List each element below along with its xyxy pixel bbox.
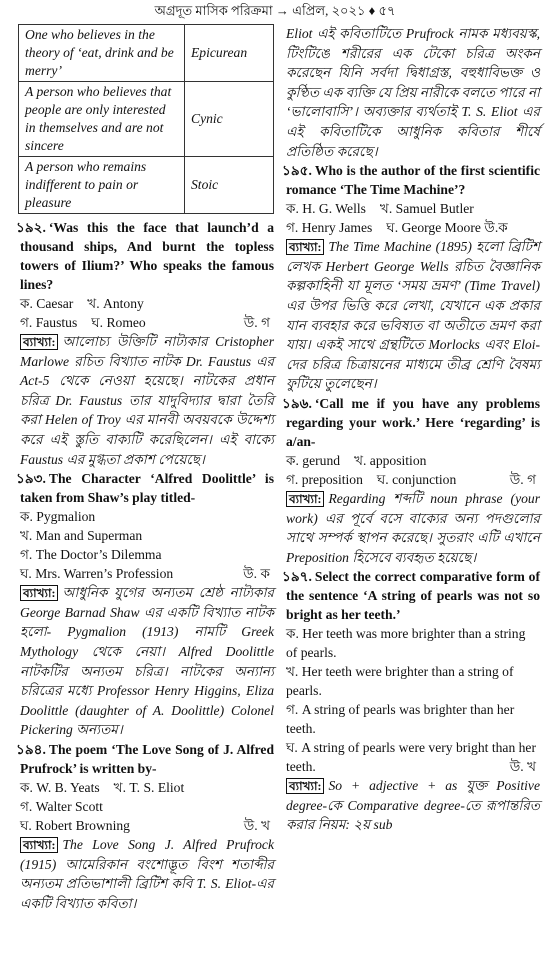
question-197 — [282, 567, 540, 624]
answer-key: উ. খ — [509, 759, 536, 775]
option: গ. Henry James — [286, 220, 373, 236]
question-text: ‘Call me if you have any problems regarding your work.’ Here ‘regarding’ is a/an- — [286, 395, 540, 449]
question-196 — [282, 394, 540, 451]
option: ক. Her teeth was more brighter than a string of pearls. — [286, 626, 526, 661]
explanation-tag: ব্যাখ্যা: — [20, 334, 58, 350]
explanation-continued: Eliot এই কবিতাটিতে Prufrock নামক মধ্যবয়স্ক, টিংটিঙে শরীরের এক টেকো চরিত্র অংকন করেছেন যিনি সর্বদা দ্বিধাগ্রস্ত, বহুধাবিভক্ত ও কুণ্ঠিত এক ব্যক্তি যে প্রিয় নারীকে বলতে পারে না ‘ভালোবাসি’। অব্যক্তার ব্যর্থতাই T. S. Eliot এর এই কবিতাটিকে আধুনিক কবিতার শীর্ষে প্রতিষ্ঠিত করেছে। — [286, 26, 540, 159]
question-text: ‘Was this the face that launch’d a thousand ships, And burnt the topless towers of Ilium?’ Who speaks the famous lines? — [20, 220, 274, 292]
option: গ. A string of pearls was brighter than her teeth. — [286, 702, 515, 737]
options-row — [16, 816, 274, 835]
right-column — [282, 24, 540, 835]
question-195 — [282, 161, 540, 199]
option: গ. preposition — [286, 471, 363, 487]
question-text: Select the correct comparative form of the sentence ‘A string of pearls was not so bright as her teeth.’ — [286, 569, 540, 623]
option: ঘ. Robert Browning — [20, 817, 130, 833]
explanation-text: Regarding শব্দটি noun phrase (your work) এর পূর্বে বসে বাক্যের অন্য পদগুলোর সাথে সম্পর্ক স্থাপন করেছে। সুতরাং এটি এখানে Preposition হিসেবে ব্যবহৃত হয়েছে। — [286, 490, 540, 565]
explanation-tag: ব্যাখ্যা: — [20, 585, 58, 601]
options-row — [282, 738, 540, 776]
explanation — [282, 776, 540, 835]
option: ক. gerund — [286, 452, 341, 468]
option: খ. Antony — [87, 296, 144, 311]
term-cell: Stoic — [185, 157, 274, 214]
explanation-text: The Love Song J. Alfred Prufrock (1915) আমেরিকান বংশোদ্ভূত বিংশ শতাব্দীর অন্যতম প্রতিভাশালী ব্রিটিশ কবি T. S. Eliot-এর একটি বিখ্যাত কবিতা। — [20, 836, 274, 911]
page-header: অগ্রদূত মাসিক পরিক্রমা → এপ্রিল, ২০২১ ♦ ৫৭ — [154, 3, 396, 18]
answer-key: উ. ক — [243, 566, 270, 582]
explanation-text: The Time Machine (1895) হলো ব্রিটিশ লেখক Herbert George Wells রচিত বৈজ্ঞানিক কল্পকাহিনী যা মূলত ‘সময় ভ্রমণ’ (Time Travel) এর উপর ভিত্তি করে লেখা, যেখানে এক প্রকার যান ব্যবহার করে ভবিষ্যত বা অতীতে ভ্রমণ করা যায়। একই সাথে গ্রন্থটিতে Morlocks এবং Eloi-দের চরিত্র চিত্রায়নের মাধ্যমে তীব্র শ্রেণি বৈষম্য ফুটিয়ে তুলেছেন। — [286, 239, 540, 392]
options-row — [16, 294, 274, 313]
table-row — [19, 82, 274, 157]
option: গ. Walter Scott — [20, 798, 103, 814]
option: খ. T. S. Eliot — [113, 779, 185, 795]
explanation — [16, 332, 274, 469]
options-row — [16, 778, 274, 797]
options-row — [282, 199, 540, 218]
definition-cell: A person who believes that people are only interested in themselves and are not sincere — [19, 82, 185, 157]
option: ঘ. conjunction — [376, 471, 457, 487]
question-192 — [16, 218, 274, 294]
question-194 — [16, 740, 274, 778]
options-row — [282, 470, 540, 489]
option: ঘ. A string of pearls were very bright than her teeth. — [286, 740, 536, 775]
left-column — [16, 24, 274, 913]
explanation-text: আলোচ্য উক্তিটি নাট্যকার Cristopher Marlowe রচিত বিখ্যাত নাটক Dr. Faustus এর Act-5 থেকে নেওয়া হয়েছে। নাটকের প্রধান চরিত্র Dr. Faustus তার যাদুবিদ্যার দ্বারা তৈরি করা Helen of Troy এর মানবী অবয়বকে উদ্দেশ্য করে এই স্তুতি বাক্যটি করেছিলেন। এই বাক্যে Faustus এর মুগ্ধতা প্রকাশ পেয়েছে। — [20, 334, 274, 467]
options-row — [282, 451, 540, 470]
question-number: ১৯৪. — [16, 741, 46, 757]
explanation — [16, 835, 274, 913]
option: খ. apposition — [354, 452, 427, 468]
question-number: ১৯২. — [16, 220, 46, 235]
option: ক. H. G. Wells — [286, 201, 366, 217]
option: ক. Caesar — [20, 296, 74, 311]
explanation-text: So + adjective + as যুক্ত Positive degree-কে Comparative degree-তে রূপান্তরিত করার নিয়ম: ২য় sub — [286, 778, 540, 833]
explanation-tag: ব্যাখ্যা: — [20, 837, 58, 853]
question-number: ১৯৫. — [282, 163, 312, 179]
options-row — [16, 313, 274, 332]
option: ঘ. Mrs. Warren’s Profession — [20, 566, 174, 582]
question-number: ১৯৬. — [282, 395, 312, 411]
option: ক. W. B. Yeats — [20, 779, 100, 795]
explanation — [16, 583, 274, 740]
option: ঘ. George Moore — [386, 220, 481, 236]
answer-key: উ. গ — [243, 315, 270, 330]
option: খ. Man and Superman — [20, 528, 143, 544]
option: ক. Pygmalion — [20, 509, 96, 525]
terms-table — [18, 24, 274, 214]
question-text: The poem ‘The Love Song of J. Alfred Prufrock’ is written by- — [20, 741, 274, 776]
explanation — [282, 237, 540, 394]
options-row — [282, 218, 540, 237]
option: খ. Samuel Butler — [379, 201, 474, 217]
table-row — [19, 25, 274, 82]
option: গ. The Doctor’s Dilemma — [20, 547, 162, 563]
question-text: Who is the author of the first scientific romance ‘The Time Machine’? — [286, 163, 540, 198]
explanation-tag: ব্যাখ্যা: — [286, 778, 324, 794]
explanation-tag: ব্যাখ্যা: — [286, 491, 324, 507]
definition-cell: One who believes in the theory of ‘eat, drink and be merry’ — [19, 25, 185, 82]
question-number: ১৯৩. — [16, 471, 46, 487]
question-193 — [16, 469, 274, 507]
answer-key: উ. খ — [243, 817, 270, 833]
option: গ. Faustus — [20, 315, 78, 330]
option: খ. Her teeth were brighter than a string of pearls. — [286, 664, 514, 699]
explanation-tag: ব্যাখ্যা: — [286, 239, 324, 255]
question-number: ১৯৭. — [282, 569, 312, 585]
question-text: The Character ‘Alfred Doolittle’ is taken from Shaw’s play titled- — [20, 471, 274, 506]
term-cell: Cynic — [185, 82, 274, 157]
explanation — [282, 489, 540, 567]
option: ঘ. Romeo — [91, 315, 146, 330]
answer-key: উ. গ — [509, 471, 536, 487]
table-row — [19, 157, 274, 214]
explanation-text: আধুনিক যুগের অন্যতম শ্রেষ্ঠ নাট্যকার George Barnad Shaw এর একটি বিখ্যাত নাটক হলো- Pygmalion (1913) নামটি Greek Mythology থেকে নেয়া। Alfred Doolittle নাটকটির অন্যতম চরিত্র। নাটকের অন্যান্য চরিত্রের মধ্যে Professor Henry Higgins, Eliza Doolittle (daughter of A. Doolittle) Colonel Pickering অন্যতম। — [20, 585, 274, 738]
options-row — [16, 564, 274, 583]
term-cell: Epicurean — [185, 25, 274, 82]
definition-cell: A person who remains indifferent to pain or pleasure — [19, 157, 185, 214]
answer-key: উ.ক — [484, 220, 508, 236]
